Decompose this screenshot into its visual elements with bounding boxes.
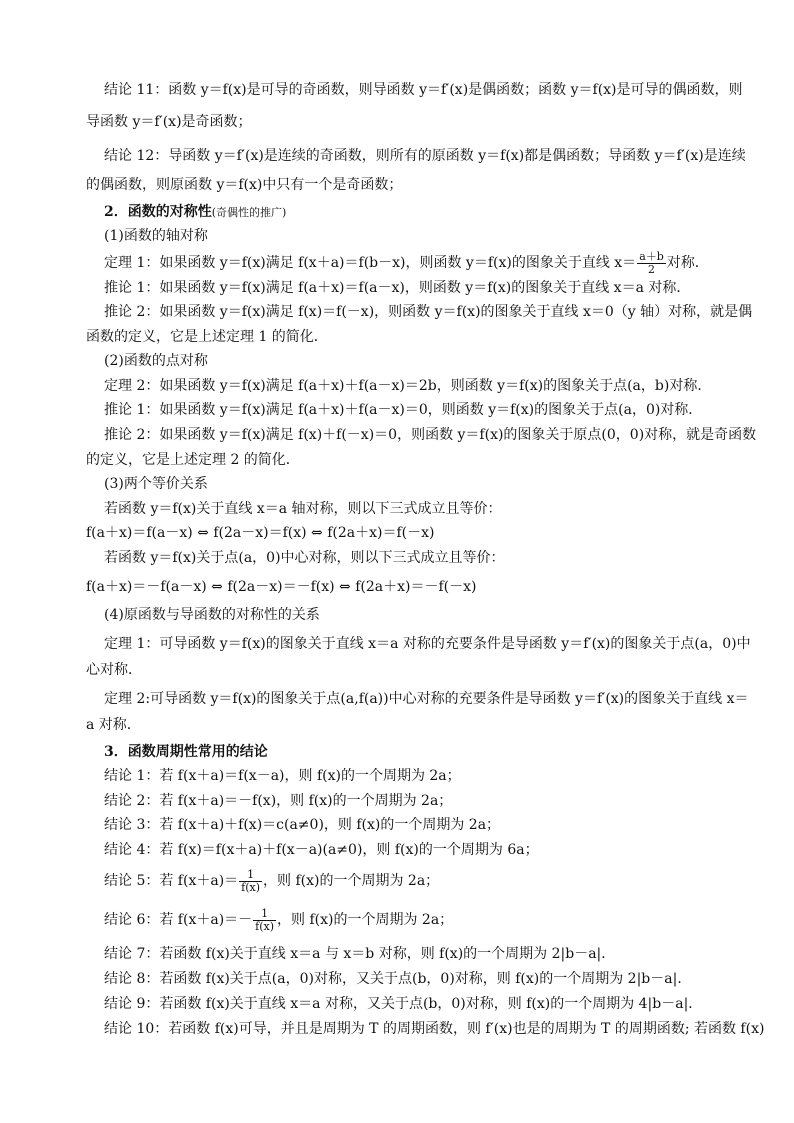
fraction-denominator: f(x): [255, 919, 275, 933]
theorem-4-line-1: 定理 2:可导函数 y＝f(x)的图象关于点(a,f(a))中心对称的充要条件是导函数 y＝f′(x)的图象关于直线 x＝: [104, 691, 749, 707]
inference-1-line: 推论 1：如果函数 y＝f(x)满足 f(a＋x)＝f(a－x)，则函数 y＝f(x)的图象关于直线 x＝a 对称．: [104, 280, 691, 296]
fraction-numerator: 1: [253, 908, 276, 921]
subsection-derivative-symmetry: (4)原函数与导函数的对称性的关系: [104, 607, 320, 623]
conclusion-5-tail: ，则 f(x)的一个周期为 2a；: [263, 873, 440, 889]
conclusion-12-line-1: 结论 12：导函数 y＝f′(x)是连续的奇函数，则所有的原函数 y＝f(x)都是偶函数；导函数 y＝f′(x)是连续: [104, 148, 746, 164]
periodicity-conclusion-1: 结论 1：若 f(x＋a)＝f(x－a)，则 f(x)的一个周期为 2a；: [104, 768, 461, 784]
conclusion-6-fraction: [253, 908, 276, 933]
theorem-1-tail: 对称．: [666, 255, 709, 271]
section-2-heading: [104, 202, 286, 223]
equivalence-2-intro: 若函数 y＝f(x)关于点(a，0)中心对称，则以下三式成立且等价：: [104, 550, 505, 566]
equivalence-1-intro: 若函数 y＝f(x)关于直线 x＝a 轴对称，则以下三式成立且等价：: [104, 501, 502, 517]
subsection-point-symmetry: (2)函数的点对称: [104, 353, 208, 369]
theorem-1-fraction: [637, 251, 666, 276]
fraction-numerator: 1: [239, 869, 262, 882]
periodicity-conclusion-4: 结论 4：若 f(x)＝f(x＋a)＋f(x－a)(a≠0)，则 f(x)的一个周期为 6a；: [104, 842, 539, 858]
conclusion-5-text: 结论 5：若 f(x＋a)＝: [104, 873, 239, 889]
fraction-numerator: a＋b: [639, 249, 664, 263]
conclusion-6-tail: ，则 f(x)的一个周期为 2a；: [277, 912, 454, 928]
equivalence-1-formula: f(a＋x)＝f(a－x) ⇔ f(2a－x)＝f(x) ⇔ f(2a＋x)＝f(－x): [86, 525, 435, 541]
conclusion-6-text: 结论 6：若 f(x＋a)＝－: [104, 912, 253, 928]
conclusion-5-fraction: [239, 869, 262, 894]
periodicity-conclusion-2: 结论 2：若 f(x＋a)＝－f(x)，则 f(x)的一个周期为 2a；: [104, 793, 453, 809]
theorem-1-line: [104, 250, 709, 276]
fraction-denominator: 2: [647, 262, 655, 276]
inference-2-line-2: 函数的定义，它是上述定理 1 的简化．: [86, 329, 328, 345]
inference-2-line-1: 推论 2：如果函数 y＝f(x)满足 f(x)＝f(－x)，则函数 y＝f(x)的图象关于直线 x＝0（y 轴）对称，就是偶: [104, 304, 753, 320]
theorem-1-text: 定理 1：如果函数 y＝f(x)满足 f(x＋a)＝f(b－x)，则函数 y＝f(x)的图象关于直线 x＝: [104, 255, 637, 271]
periodicity-conclusion-6: [104, 905, 453, 935]
periodicity-conclusion-3: 结论 3：若 f(x＋a)＋f(x)＝c(a≠0)，则 f(x)的一个周期为 2a；: [104, 817, 501, 833]
conclusion-11-line-1: 结论 11：函数 y＝f(x)是可导的奇函数，则导函数 y＝f′(x)是偶函数；函数 y＝f(x)是可导的偶函数，则: [104, 82, 743, 98]
equivalence-2-formula: f(a＋x)＝－f(a－x) ⇔ f(2a－x)＝－f(x) ⇔ f(2a＋x)＝－f(－x): [86, 579, 477, 595]
subsection-axis-symmetry: (1)函数的轴对称: [104, 228, 208, 244]
section-2-title: 2．函数的对称性: [104, 204, 212, 220]
periodicity-conclusion-10: 结论 10：若函数 f(x)可导，并且是周期为 T 的周期函数，则 f′(x)也是的周期为 T 的周期函数; 若函数 f(x): [104, 1021, 765, 1037]
periodicity-conclusion-5: [104, 866, 439, 896]
inference-3-line: 推论 1：如果函数 y＝f(x)满足 f(a＋x)＋f(a－x)＝0，则函数 y＝f(x)的图象关于点(a，0)对称．: [104, 402, 703, 418]
periodicity-conclusion-9: 结论 9：若函数 f(x)关于直线 x＝a 对称，又关于点(b，0)对称，则 f(x)的一个周期为 4|b－a|．: [104, 996, 703, 1012]
fraction-denominator: f(x): [241, 880, 261, 894]
theorem-3-line-2: 心对称．: [86, 662, 142, 678]
conclusion-11-line-2: 导函数 y＝f′(x)是奇函数；: [86, 114, 252, 130]
inference-4-line-2: 的定义，它是上述定理 2 的简化．: [86, 452, 300, 468]
periodicity-conclusion-7: 结论 7：若函数 f(x)关于直线 x＝a 与 x＝b 对称，则 f(x)的一个周期为 2|b－a|．: [104, 946, 616, 962]
theorem-3-line-1: 定理 1：可导函数 y＝f(x)的图象关于直线 x＝a 对称的充要条件是导函数 y＝f′(x)的图象关于点(a，0)中: [104, 636, 751, 652]
theorem-2-line: 定理 2：如果函数 y＝f(x)满足 f(a＋x)＋f(a－x)＝2b，则函数 y＝f(x)的图象关于点(a，b)对称．: [104, 378, 712, 394]
periodicity-conclusion-8: 结论 8：若函数 f(x)关于点(a，0)对称，又关于点(b，0)对称，则 f(x)的一个周期为 2|b－a|．: [104, 971, 692, 987]
conclusion-12-line-2: 的偶函数，则原函数 y＝f(x)中只有一个是奇函数；: [86, 177, 403, 193]
subsection-equivalences: (3)两个等价关系: [104, 476, 208, 492]
section-2-note: (奇偶性的推广): [211, 206, 287, 219]
inference-4-line-1: 推论 2：如果函数 y＝f(x)满足 f(x)＋f(－x)＝0，则函数 y＝f(x)的图象关于原点(0，0)对称，就是奇函数: [104, 427, 757, 443]
theorem-4-line-2: a 对称．: [86, 717, 141, 733]
section-3-title: 3．函数周期性常用的结论: [104, 744, 268, 760]
